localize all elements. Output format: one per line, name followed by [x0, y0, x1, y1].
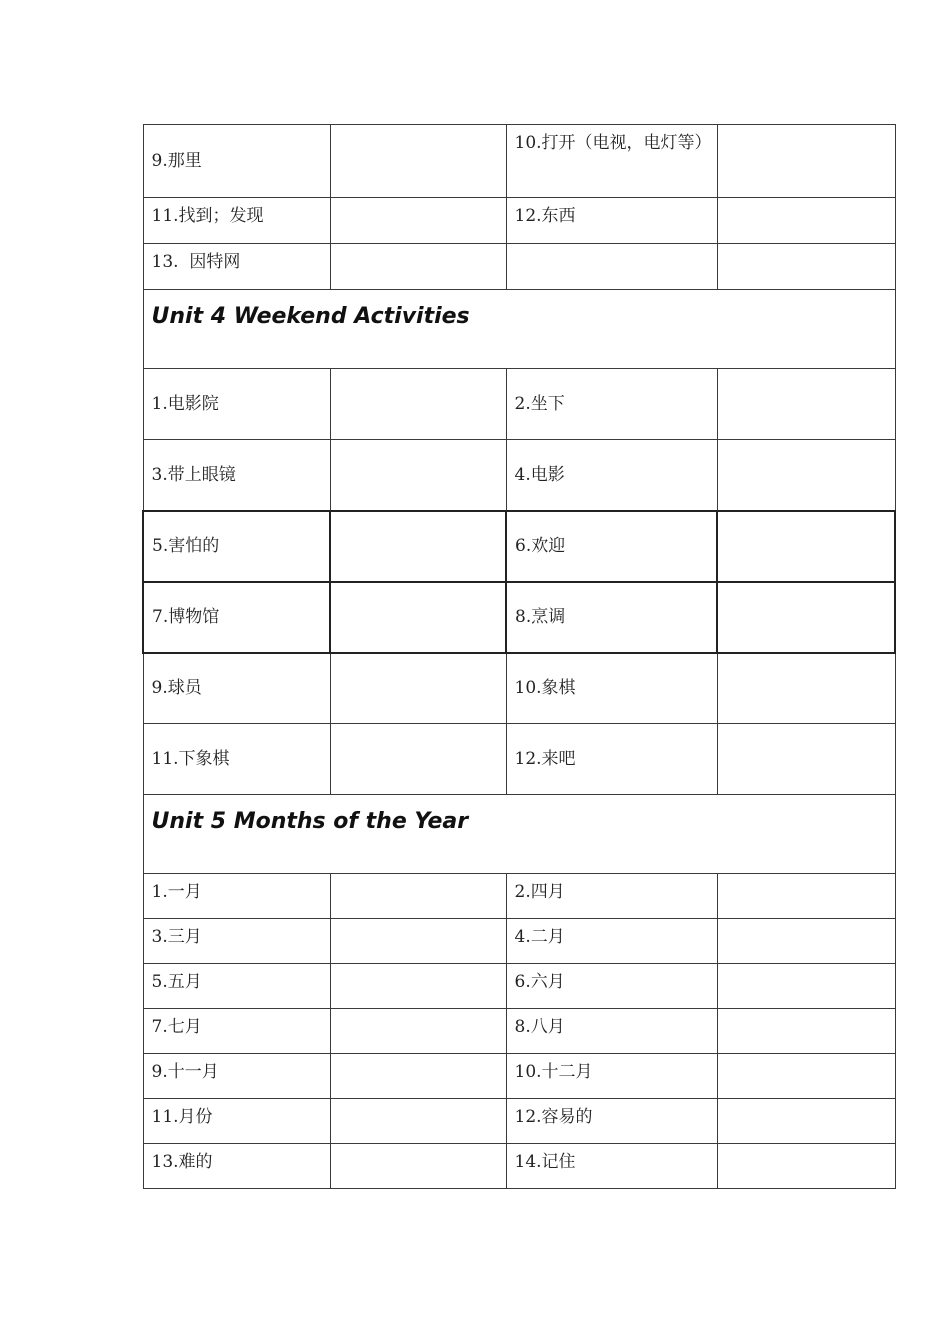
- answer-cell[interactable]: [717, 511, 895, 582]
- table-row: [143, 964, 895, 1009]
- word-prompt: 11.月份: [143, 1099, 330, 1144]
- word-prompt: 2.坐下: [506, 369, 717, 440]
- word-prompt: 9.那里: [143, 125, 330, 198]
- word-prompt: 4.二月: [506, 919, 717, 964]
- table-row: [143, 511, 895, 582]
- table-row: [143, 1144, 895, 1189]
- unit-5-header-row: [143, 795, 895, 874]
- word-prompt: 11.找到；发现: [143, 198, 330, 244]
- word-prompt: 9.十一月: [143, 1054, 330, 1099]
- answer-cell[interactable]: [717, 919, 895, 964]
- answer-cell[interactable]: [330, 125, 506, 198]
- table-row: [143, 369, 895, 440]
- answer-cell[interactable]: [330, 369, 506, 440]
- answer-cell[interactable]: [717, 724, 895, 795]
- answer-cell[interactable]: [717, 1144, 895, 1189]
- word-prompt: 4.电影: [506, 440, 717, 511]
- word-prompt: 11.下象棋: [143, 724, 330, 795]
- answer-cell[interactable]: [330, 874, 506, 919]
- word-prompt: 9.球员: [143, 653, 330, 724]
- word-prompt: 13.难的: [143, 1144, 330, 1189]
- word-prompt: 8.八月: [506, 1009, 717, 1054]
- answer-cell[interactable]: [717, 198, 895, 244]
- word-prompt: 8.烹调: [506, 582, 717, 653]
- unit-5-title: Unit 5 Months of the Year: [151, 809, 469, 834]
- word-prompt: 6.六月: [506, 964, 717, 1009]
- table-row: [143, 724, 895, 795]
- word-prompt: 3.三月: [143, 919, 330, 964]
- answer-cell[interactable]: [330, 440, 506, 511]
- table-row: [143, 919, 895, 964]
- answer-cell[interactable]: [717, 964, 895, 1009]
- word-prompt: 7.博物馆: [143, 582, 330, 653]
- table-row: [143, 1099, 895, 1144]
- answer-cell[interactable]: [330, 198, 506, 244]
- word-prompt: 14.记住: [506, 1144, 717, 1189]
- vocabulary-worksheet-table: [142, 124, 896, 1189]
- word-prompt: 13. 因特网: [143, 244, 330, 290]
- answer-cell[interactable]: [717, 1099, 895, 1144]
- word-prompt: 1.电影院: [143, 369, 330, 440]
- word-prompt: 1.一月: [143, 874, 330, 919]
- word-prompt: 12.东西: [506, 198, 717, 244]
- answer-cell[interactable]: [717, 244, 895, 290]
- answer-cell[interactable]: [717, 1054, 895, 1099]
- answer-cell[interactable]: [330, 1099, 506, 1144]
- answer-cell[interactable]: [717, 582, 895, 653]
- table-row: [143, 244, 895, 290]
- answer-cell[interactable]: [330, 511, 506, 582]
- answer-cell[interactable]: [717, 874, 895, 919]
- answer-cell[interactable]: [330, 964, 506, 1009]
- table-row: [143, 1054, 895, 1099]
- word-prompt: 10.十二月: [506, 1054, 717, 1099]
- answer-cell[interactable]: [330, 244, 506, 290]
- word-prompt: 6.欢迎: [506, 511, 717, 582]
- answer-cell[interactable]: [330, 1009, 506, 1054]
- table-row: [143, 1009, 895, 1054]
- answer-cell[interactable]: [330, 1144, 506, 1189]
- word-prompt: 12.容易的: [506, 1099, 717, 1144]
- word-prompt: 5.害怕的: [143, 511, 330, 582]
- table-row: [143, 582, 895, 653]
- table-row: [143, 874, 895, 919]
- answer-cell[interactable]: [717, 440, 895, 511]
- unit-4-title: Unit 4 Weekend Activities: [151, 304, 470, 329]
- table-row: [143, 440, 895, 511]
- answer-cell[interactable]: [717, 369, 895, 440]
- answer-cell[interactable]: [330, 919, 506, 964]
- answer-cell[interactable]: [717, 1009, 895, 1054]
- word-prompt: 10.象棋: [506, 653, 717, 724]
- answer-cell[interactable]: [717, 653, 895, 724]
- word-prompt: 10.打开（电视，电灯等）: [506, 125, 717, 198]
- answer-cell[interactable]: [330, 582, 506, 653]
- answer-cell[interactable]: [330, 1054, 506, 1099]
- answer-cell[interactable]: [330, 724, 506, 795]
- table-row: [143, 198, 895, 244]
- answer-cell[interactable]: [717, 125, 895, 198]
- word-prompt: 5.五月: [143, 964, 330, 1009]
- table-row: [143, 125, 895, 198]
- word-prompt: [506, 244, 717, 290]
- word-prompt: 3.带上眼镜: [143, 440, 330, 511]
- table-row: [143, 653, 895, 724]
- word-prompt: 7.七月: [143, 1009, 330, 1054]
- unit-4-header-row: [143, 290, 895, 369]
- answer-cell[interactable]: [330, 653, 506, 724]
- word-prompt: 2.四月: [506, 874, 717, 919]
- word-prompt: 12.来吧: [506, 724, 717, 795]
